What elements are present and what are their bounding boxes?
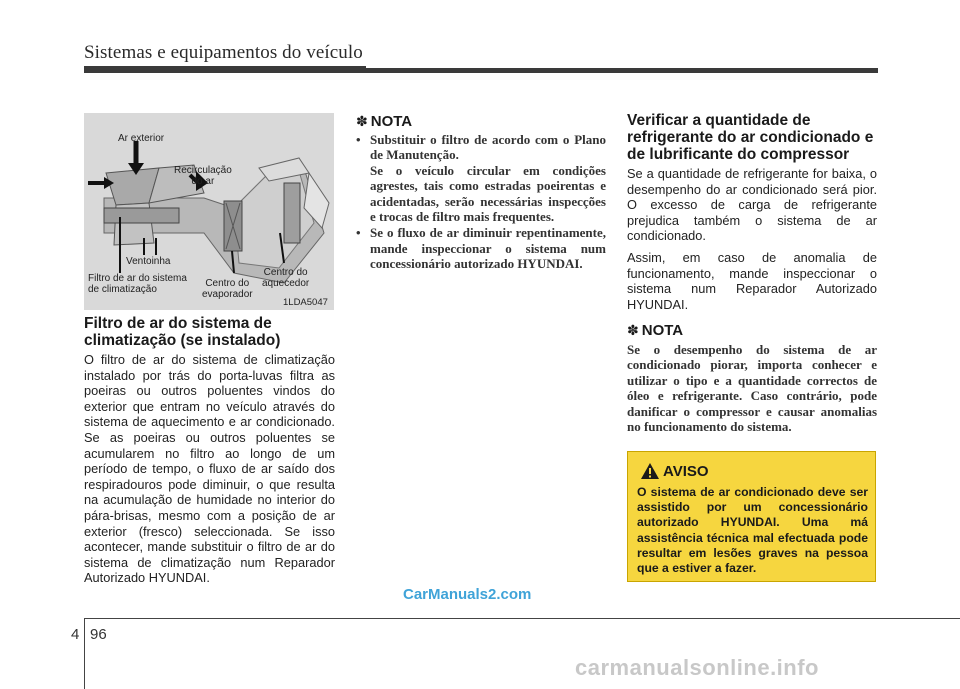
- filter-section-heading: Filtro de ar do sistema de climatização (se instalado): [84, 315, 281, 349]
- right-note-body: Se o desempenho do sistema de ar condicionado piorar, importa conhecer e utilizar o tipo e a quantidade correctos de óleo e refrigerante. Caso contrário, pode danificar o compressor e causar anomalias no funcionamento do sistema.: [627, 342, 877, 435]
- note-item: • Se o fluxo de ar diminuir repentinamente, mande inspeccionar o sistema num concessionário autorizado HYUNDAI.: [356, 225, 606, 272]
- label-centro-evaporador: Centro do evaporador: [202, 278, 253, 300]
- label-recirculacao: Recirculação do ar: [174, 165, 232, 187]
- filter-section-paragraph: O filtro de ar do sistema de climatização instalado por trás do porta-luvas filtra as poeiras ou outros poluentes vindos do exterior que entram no veículo através do sistema de aquecimento e ar condicionado. Se as poeiras ou outros poluentes se acumularem no filtro ao longo de um período de tempo, o fluxo de ar saído dos respiradouros pode diminuir, o que resulta na acumulação de humidade no interior do pára-brisas, mesmo com a posição de ar exterior (fresco) seleccionada. Se isso acontecer, mande substituir o filtro de ar do sistema de climatização num Reparador Autorizado HYUNDAI.: [84, 352, 335, 586]
- right-note-star-icon: ✽: [627, 323, 639, 339]
- right-note-heading: [627, 322, 683, 339]
- chapter-number: 4: [71, 626, 80, 643]
- warning-text: O sistema de ar condicionado deve ser assistido por um concessionário autorizado HYUNDAI. Uma má assistência técnica mal efectuada pode resultar em lesões graves na pessoa que a estiver a fazer.: [637, 485, 868, 576]
- note-item: • Substituir o filtro de acordo com o Plano de Manutenção. Se o veículo circular em condições agrestes, tais como estradas poeirentas e acidentadas, serão necessárias inspecções e trocas de filtro mais frequentes.: [356, 132, 606, 225]
- page-header-title: Sistemas e equipamentos do veículo: [84, 42, 363, 63]
- refrigerant-paragraph-2: Assim, em caso de anomalia de funcionamento, mande inspeccionar o sistema num Reparador Autorizado HYUNDAI.: [627, 249, 877, 312]
- filter-section-body: [84, 352, 335, 592]
- label-filtro: Filtro de ar do sistema de climatização: [88, 273, 187, 295]
- warning-triangle-icon: [640, 462, 660, 485]
- refrigerant-section-heading: Verificar a quantidade de refrigerante do ar condicionado e de lubrificante do compressor: [627, 112, 874, 163]
- note-star-icon: ✽: [356, 114, 368, 130]
- hvac-diagram: [84, 113, 334, 310]
- page-number: 96: [90, 626, 107, 643]
- footer-rule: [84, 618, 960, 619]
- refrigerant-paragraph-1: Se a quantidade de refrigerante for baixa, o desempenho do ar condicionado será pior. O excesso de carga de refrigerante prejudica também o sistema de ar condicionado.: [627, 166, 877, 244]
- note-title: NOTA: [370, 113, 413, 130]
- refrigerant-section-body: [627, 166, 877, 318]
- note-heading: [356, 113, 412, 130]
- footer-divider: [84, 618, 85, 689]
- watermark-top: CarManuals2.com: [403, 586, 532, 603]
- header-rule-accent: [84, 66, 366, 73]
- warning-title: AVISO: [663, 463, 709, 480]
- note-body: [356, 132, 606, 273]
- watermark-bottom: carmanualsonline.info: [575, 655, 819, 680]
- warning-box: [627, 451, 876, 582]
- figure-code: 1LDA5047: [283, 297, 328, 308]
- label-ventoinha: Ventoinha: [126, 256, 171, 267]
- right-note-title: NOTA: [641, 322, 684, 339]
- label-ar-exterior: Ar exterior: [118, 133, 165, 144]
- label-centro-aquecedor: Centro do aquecedor: [262, 267, 310, 289]
